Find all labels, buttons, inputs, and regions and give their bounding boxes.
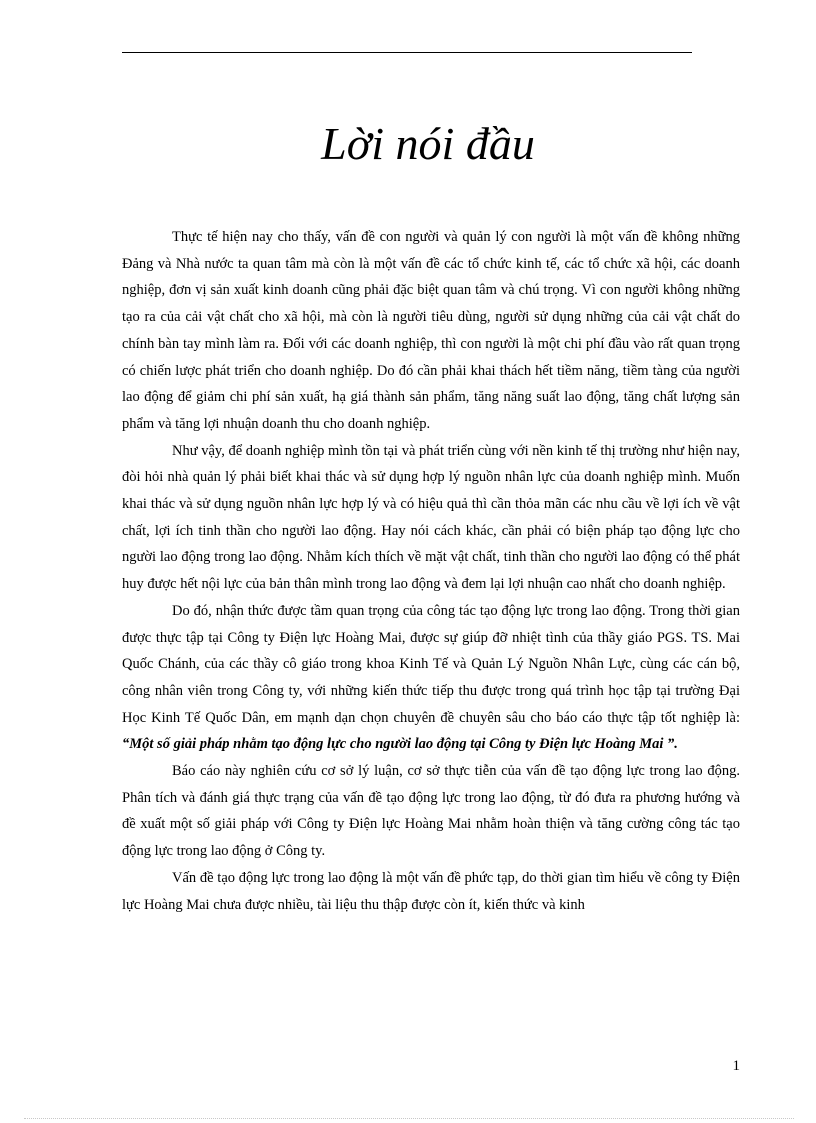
page-title: Lời nói đầu	[321, 118, 535, 169]
footer-divider	[24, 1118, 794, 1119]
paragraph-3-text: Do đó, nhận thức được tầm quan trọng của công tác tạo động lực trong lao động. Trong thời gian được thực tập tại Công ty Điện lực Hoàng Mai, được sự giúp đỡ nhiệt tình của thầy giáo PGS. TS. Mai Quốc Chánh, của các thầy cô giáo trong khoa Kinh Tế và Quản Lý Nguồn Nhân Lực, cùng các cán bộ, công nhân viên trong Công ty, với những kiến thức tiếp thu được trong quá trình học tập tại trường Đại Học Kinh Tế Quốc Dân, em mạnh dạn chọn chuyên đề chuyên sâu cho báo cáo thực tập tốt nghiệp là:	[122, 602, 740, 726]
report-topic-title: “Một số giải pháp nhằm tạo động lực cho người lao động tại Công ty Điện lực Hoàng Mai ”.	[122, 736, 678, 753]
paragraph-2: Như vậy, để doanh nghiệp mình tồn tại và phát triển cùng với nền kinh tế thị trường như hiện nay, đòi hỏi nhà quản lý phải biết khai thác và sử dụng hợp lý nguồn nhân lực của doanh nghiệp mình. Muốn khai thác và sử dụng nguồn nhân lực hợp lý và có hiệu quả thì cần thỏa mãn các nhu cầu về lợi ích về vật chất, lợi ích tinh thần cho người lao động. Hay nói cách khác, cần phải có biện pháp tạo động lực cho người lao động trong lao động. Nhằm kích thích về mặt vật chất, tinh thần cho người lao động có thể phát huy được hết nội lực của bản thân mình trong lao động và đem lại lợi nhuận cao nhất cho doanh nghiệp.	[122, 442, 740, 593]
body-text	[122, 224, 740, 918]
paragraph-5: Vấn đề tạo động lực trong lao động là một vấn đề phức tạp, do thời gian tìm hiểu về công ty Điện lực Hoàng Mai chưa được nhiều, tài liệu thu thập được còn ít, kiến thức và kinh	[122, 869, 740, 913]
paragraph-1: Thực tế hiện nay cho thấy, vấn đề con người và quản lý con người là một vấn đề không những Đảng và Nhà nước ta quan tâm mà còn là một vấn đề các tổ chức kinh tế, các tổ chức xã hội, các doanh nghiệp, đơn vị sản xuất kinh doanh cũng phải đặc biệt quan tâm và chú trọng. Vì con người không những tạo ra của cải vật chất cho xã hội, mà còn là người tiêu dùng, người sử dụng những của cải vật chất do chính bàn tay mình làm ra. Đối với các doanh nghiệp, thì con người là một chi phí đầu vào rất quan trọng có chiến lược phát triển cho doanh nghiệp. Do đó cần phải khai thách hết tiềm năng, tiềm tàng của người lao động để giảm chi phí sản xuất, hạ giá thành sản phẩm, tăng năng suất lao động, tăng chất lượng sản phẩm và tăng lợi nhuận doanh thu cho doanh nghiệp.	[122, 229, 740, 432]
header-rule	[122, 52, 692, 53]
paragraph-3	[122, 598, 740, 758]
paragraph-4: Báo cáo này nghiên cứu cơ sở lý luận, cơ sở thực tiễn của vấn đề tạo động lực trong lao động. Phân tích và đánh giá thực trạng của vấn đề tạo động lực trong lao động, từ đó đưa ra phương hướng và đề xuất một số giải pháp với Công ty Điện lực Hoàng Mai nhằm hoàn thiện và tăng cường công tác tạo động lực trong lao động ở Công ty.	[122, 763, 740, 860]
page-number: 1	[732, 1058, 740, 1074]
